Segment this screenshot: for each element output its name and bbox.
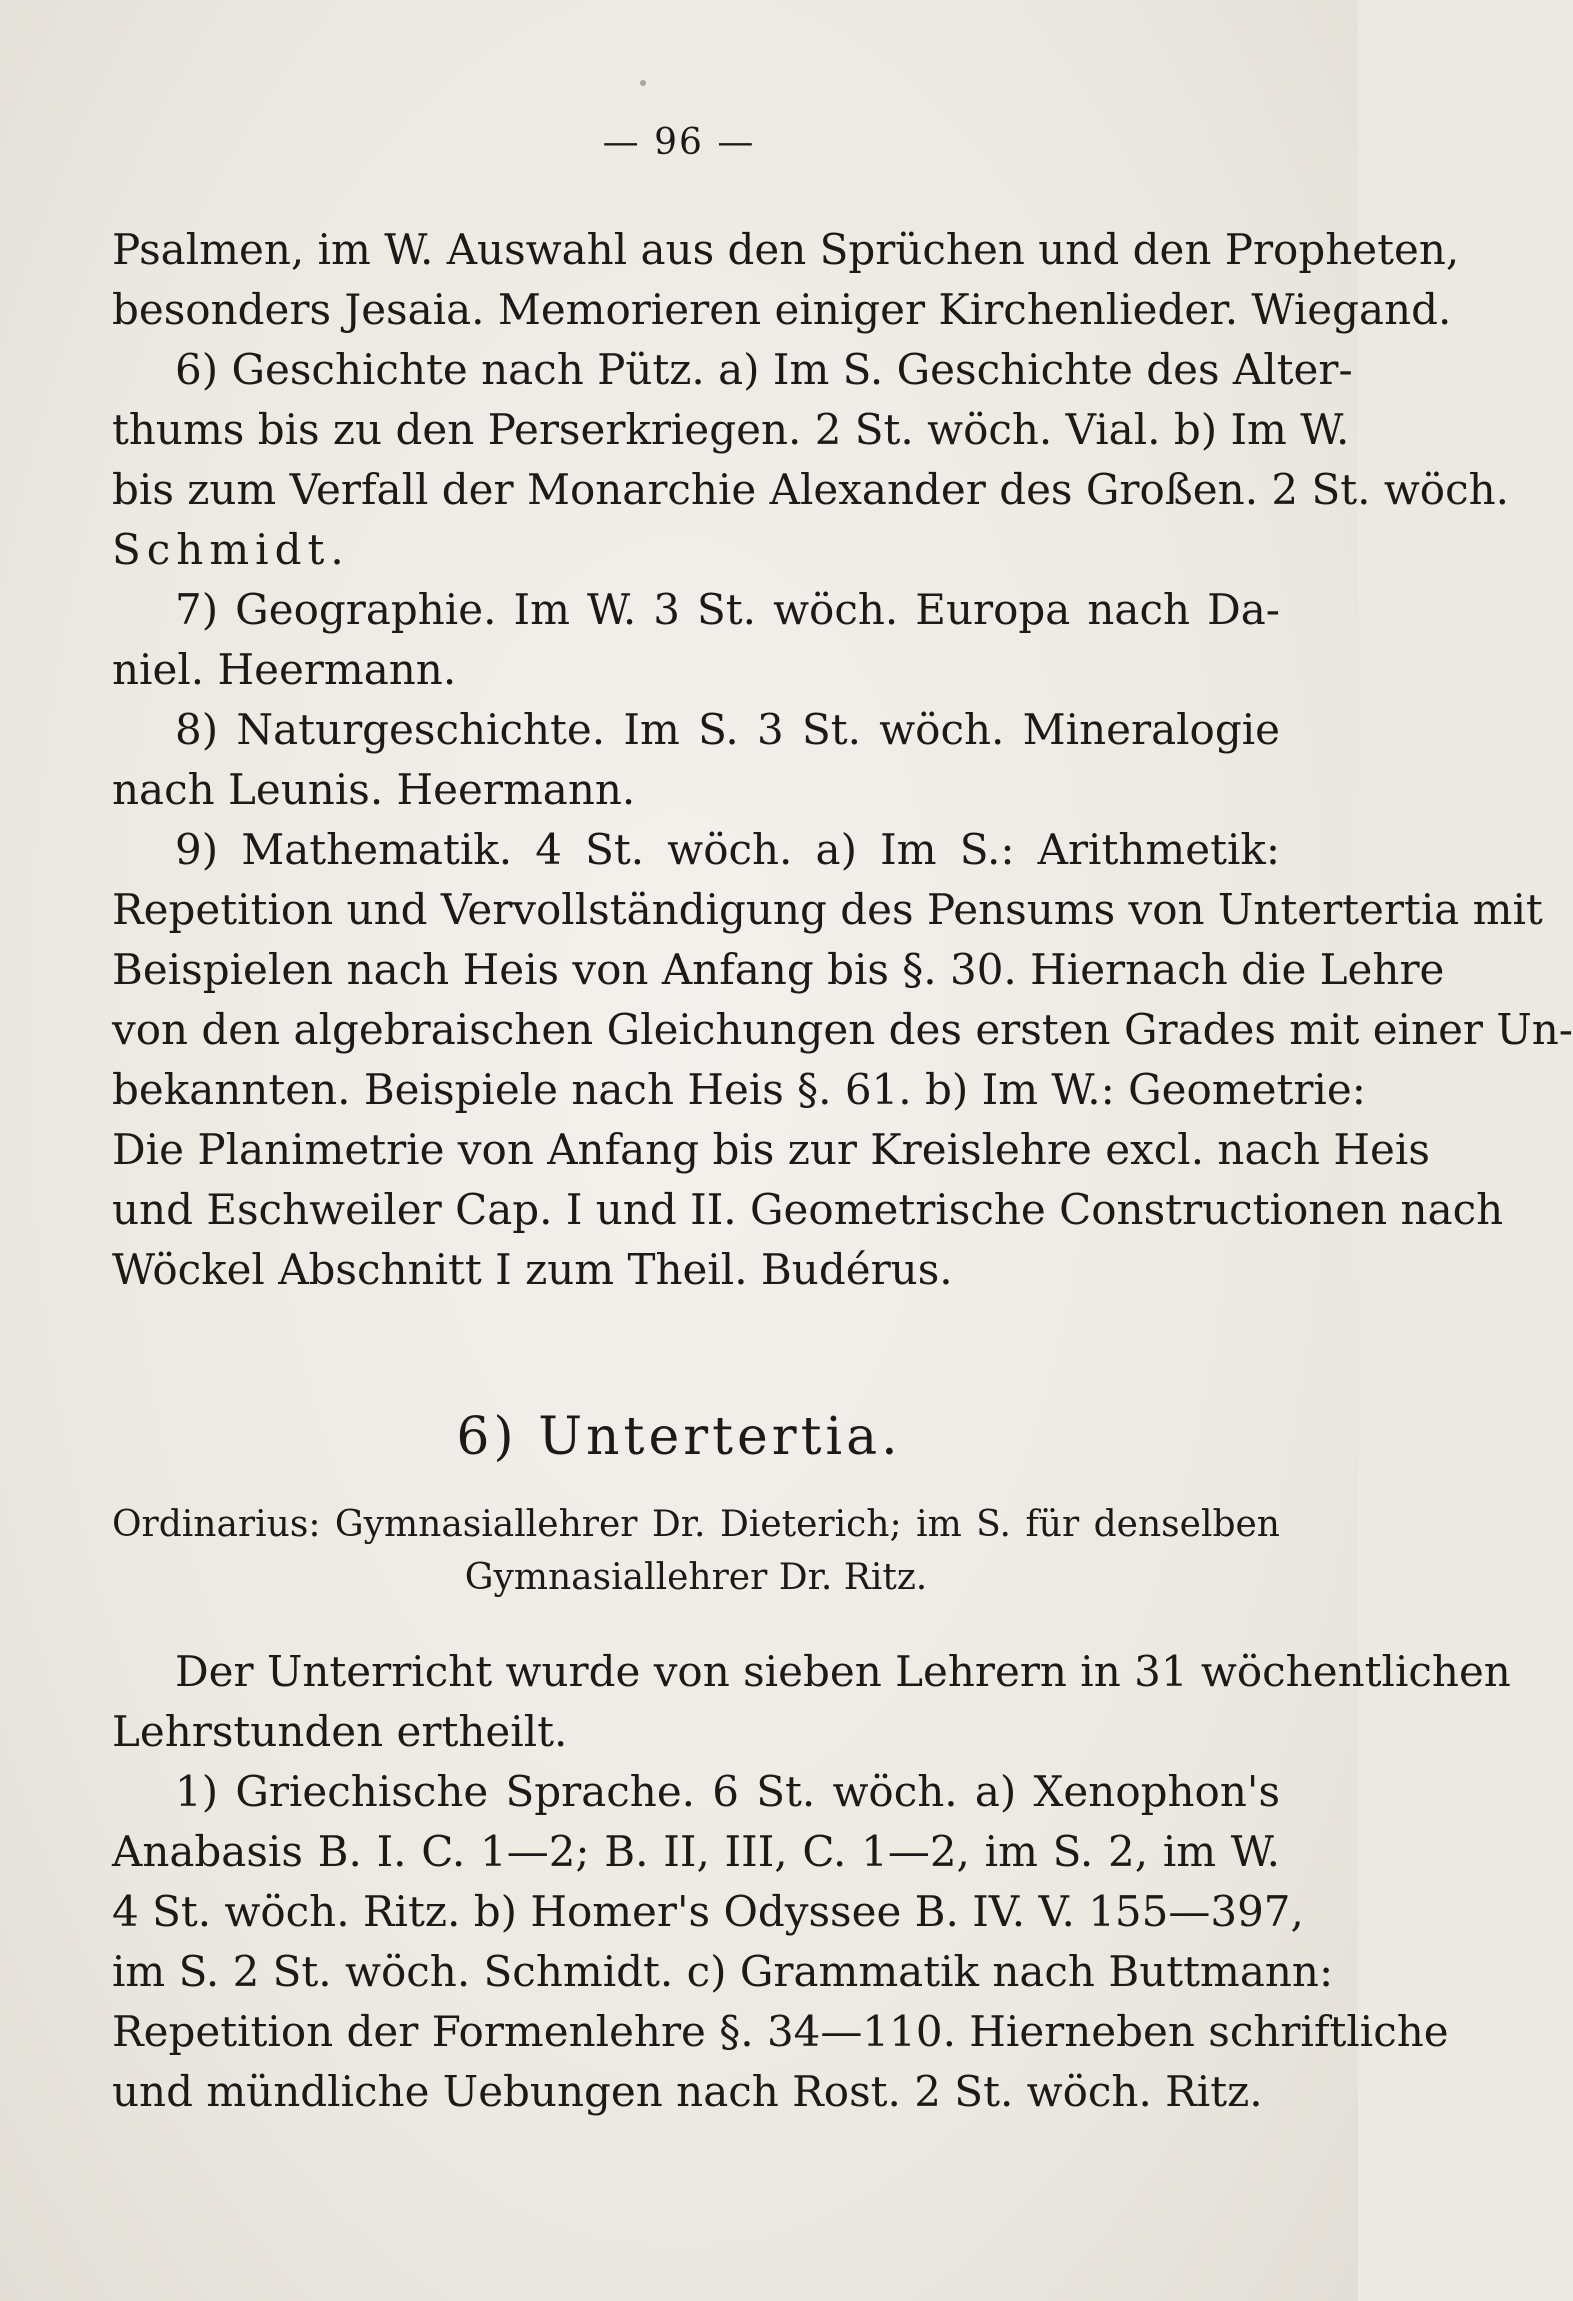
section-heading: 6) Untertertia. [456,1407,902,1467]
text-line: 7) Geographie. Im W. 3 St. wöch. Europa nach Da- [175,585,1280,634]
text-line: besonders Jesaia. Memorieren einiger Kirchenlieder. Wiegand. [112,285,1452,334]
text-line: Der Unterricht wurde von sieben Lehrern in 31 wöchentlichen [175,1647,1511,1696]
text-line: Psalmen, im W. Auswahl aus den Sprüchen und den Propheten, [112,225,1460,274]
text-line: 8) Naturgeschichte. Im S. 3 St. wöch. Mineralogie [175,705,1280,754]
text-line: 1) Griechische Sprache. 6 St. wöch. a) Xenophon's [175,1767,1280,1816]
text-line: Schmidt. [112,525,350,574]
text-line: von den algebraischen Gleichungen des ersten Grades mit einer Un- [112,1005,1573,1054]
text-line: und mündliche Uebungen nach Rost. 2 St. wöch. Ritz. [112,2067,1263,2116]
text-line: nach Leunis. Heermann. [112,765,636,814]
text-line: thums bis zu den Perserkriegen. 2 St. wöch. Vial. b) Im W. [112,405,1350,454]
text-line: niel. Heermann. [112,645,457,694]
text-line: Lehrstunden ertheilt. [112,1707,568,1756]
text-line: 6) Geschichte nach Pütz. a) Im S. Geschichte des Alter- [175,345,1353,394]
text-line: im S. 2 St. wöch. Schmidt. c) Grammatik nach Buttmann: [112,1947,1334,1996]
paper-speck [640,80,646,86]
page-number: — 96 — [602,122,756,163]
ordinarius-line: Gymnasiallehrer Dr. Ritz. [464,1557,928,1598]
text-line: bekannten. Beispiele nach Heis §. 61. b) Im W.: Geometrie: [112,1065,1366,1114]
text-line: Beispielen nach Heis von Anfang bis §. 30. Hiernach die Lehre [112,945,1445,994]
text-line: bis zum Verfall der Monarchie Alexander des Großen. 2 St. wöch. [112,465,1509,514]
text-line: Die Planimetrie von Anfang bis zur Kreislehre excl. nach Heis [112,1125,1430,1174]
ordinarius-line: Ordinarius: Gymnasiallehrer Dr. Dieterich; im S. für denselben [112,1504,1280,1545]
text-line: Anabasis B. I. C. 1—2; B. II, III, C. 1—2, im S. 2, im W. [112,1827,1280,1876]
text-line: und Eschweiler Cap. I und II. Geometrische Constructionen nach [112,1185,1504,1234]
text-line: 9) Mathematik. 4 St. wöch. a) Im S.: Arithmetik: [175,825,1280,874]
text-line: Repetition und Vervollständigung des Pensums von Untertertia mit [112,885,1543,934]
text-line: Wöckel Abschnitt I zum Theil. Budérus. [112,1245,953,1294]
text-line: Repetition der Formenlehre §. 34—110. Hierneben schriftliche [112,2007,1449,2056]
text-line: 4 St. wöch. Ritz. b) Homer's Odyssee B. IV. V. 155—397, [112,1887,1304,1936]
